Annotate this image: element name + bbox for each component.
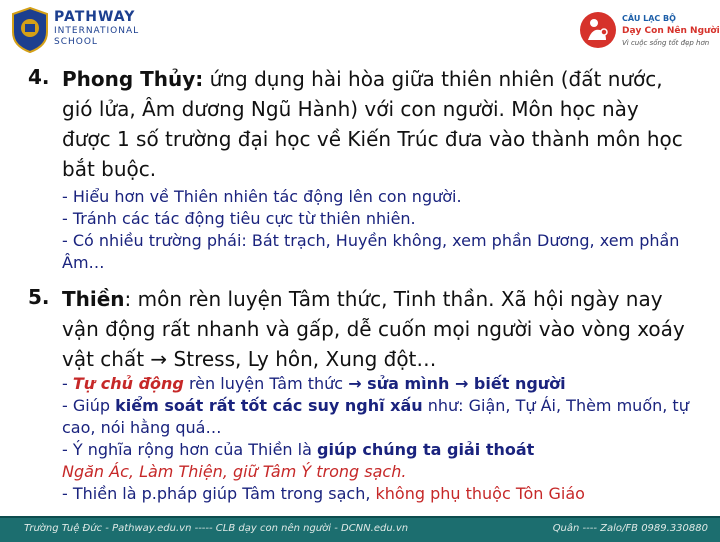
bullet-bold: giúp chúng ta giải thoát <box>317 440 535 459</box>
bullet-text: như: Giận, Tự Ái, Thèm muốn, tự cao, nói hằng quá… <box>62 396 689 437</box>
bullet <box>62 395 692 439</box>
item-description: : môn rèn luyện Tâm thức, Tinh thần. Xã hội ngày nay vận động rất nhanh và gấp, dễ cuốn mọi người vào vòng xoáy vật chất → Stress, Ly hôn, Xung đột… <box>62 287 685 371</box>
shield-icon <box>10 6 50 54</box>
footer-right: Quân ---- Zalo/FB 0989.330880 <box>552 523 708 534</box>
bullet-bold: kiểm soát rất tốt các suy nghĩ xấu <box>115 396 423 415</box>
bullet <box>62 373 692 395</box>
bullet-prefix: - <box>62 374 73 393</box>
bullet: - Hiểu hơn về Thiên nhiên tác động lên con người. <box>62 187 462 206</box>
school-name: PATHWAY <box>54 9 136 25</box>
arrow-icon: → <box>348 374 362 393</box>
pathway-logo <box>10 6 180 54</box>
slide-footer <box>0 516 720 542</box>
item-number: 5. <box>28 285 50 309</box>
item-title: Phong Thủy: <box>62 67 204 91</box>
item-bullets <box>62 186 692 274</box>
bullet-highlight: không phụ thuộc Tôn Giáo <box>375 484 585 503</box>
bullet-prefix: - Ý nghĩa rộng hơn của Thiền là <box>62 440 317 459</box>
item-main-text <box>62 284 692 374</box>
bullet-text: rèn luyện Tâm thức <box>183 374 349 393</box>
bullet <box>62 439 692 461</box>
club-logo <box>578 6 718 56</box>
footer-left: Trường Tuệ Đức - Pathway.edu.vn ----- CLB dạy con nên người - DCNN.edu.vn <box>24 523 409 534</box>
school-sub2: SCHOOL <box>54 37 98 47</box>
bullet-prefix: - Giúp <box>62 396 116 415</box>
family-icon <box>578 10 618 50</box>
club-name: Dạy Con Nên Người <box>622 26 720 36</box>
item-number: 4. <box>28 65 50 89</box>
club-slogan: Vì cuộc sống tốt đẹp hơn <box>622 39 710 47</box>
item-bullets <box>62 373 692 505</box>
item-main-text <box>62 64 692 184</box>
bullet-quote: Ngăn Ác, Làm Thiện, giữ Tâm Ý trong sạch. <box>62 462 407 481</box>
bullet: - Tránh các tác động tiêu cực từ thiên nhiên. <box>62 209 416 228</box>
bullet-bold: biết người <box>468 374 566 393</box>
item-description: ứng dụng hài hòa giữa thiên nhiên (đất nước, gió lửa, Âm dương Ngũ Hành) với con người. Môn học này được 1 số trường đại học về Kiến Trúc đưa vào thành môn học bắt buộc. <box>62 67 683 181</box>
item-title: Thiền <box>62 287 125 311</box>
bullet-highlight: Tự chủ động <box>72 374 184 393</box>
bullet-bold: sửa mình <box>361 374 455 393</box>
bullet-text: - Thiền là p.pháp giúp Tâm trong sạch, <box>62 484 376 503</box>
club-title: CÂU LẠC BỘ <box>622 14 676 23</box>
arrow-icon: → <box>454 374 469 393</box>
bullet <box>62 483 692 505</box>
bullet: - Có nhiều trường phái: Bát trạch, Huyền không, xem phần Dương, xem phần Âm… <box>62 231 680 272</box>
slide-header <box>0 0 720 58</box>
school-sub1: INTERNATIONAL <box>54 26 140 36</box>
